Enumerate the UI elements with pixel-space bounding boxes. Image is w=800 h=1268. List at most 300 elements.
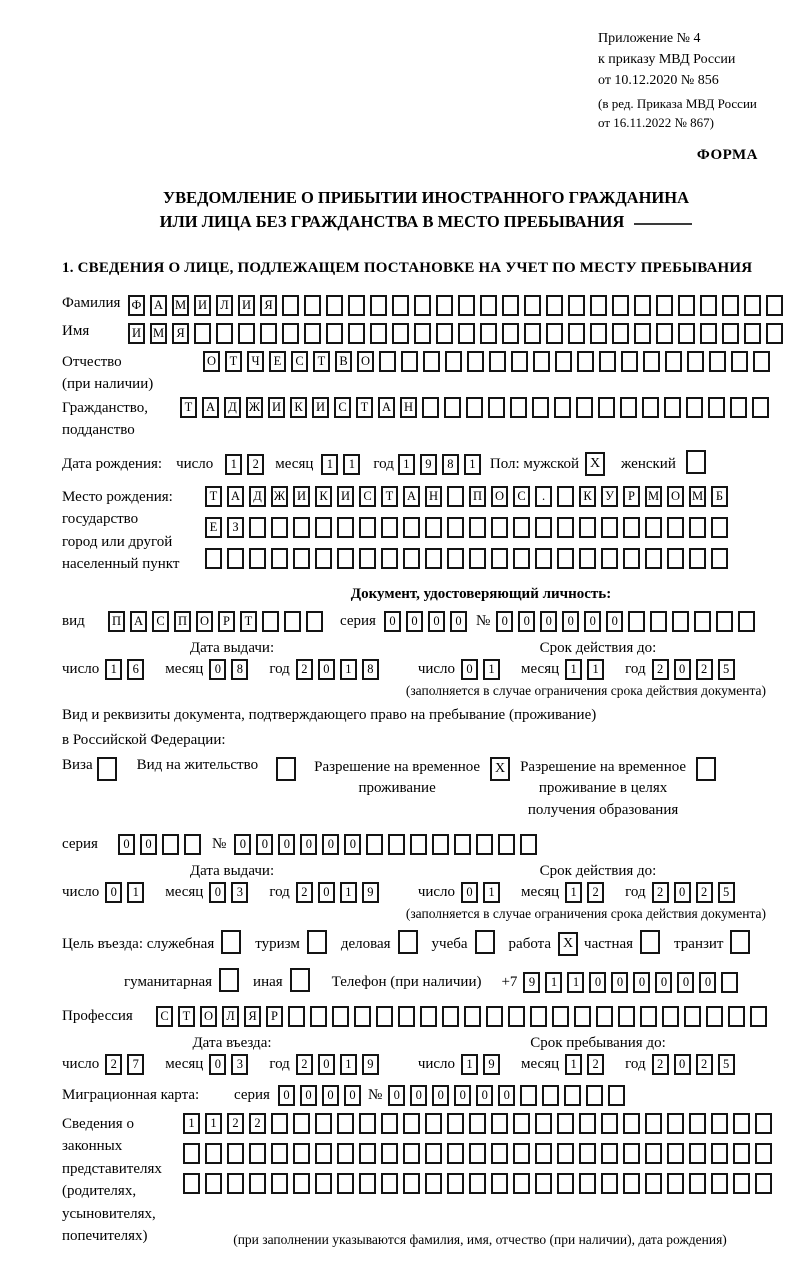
char-cell[interactable] xyxy=(532,397,549,418)
char-cell[interactable] xyxy=(447,1173,464,1194)
char-cell[interactable] xyxy=(579,1173,596,1194)
char-cell[interactable]: А xyxy=(150,295,167,316)
char-cell[interactable]: X xyxy=(490,757,510,781)
char-cell[interactable] xyxy=(689,548,706,569)
char-cell[interactable] xyxy=(315,548,332,569)
char-cell[interactable]: 0 xyxy=(140,834,157,855)
char-cell[interactable] xyxy=(711,1143,728,1164)
entry-year-cells[interactable] xyxy=(296,1054,384,1075)
char-cell[interactable]: 0 xyxy=(496,611,513,632)
char-cell[interactable] xyxy=(576,397,593,418)
char-cell[interactable] xyxy=(722,323,739,344)
char-cell[interactable]: 2 xyxy=(296,1054,313,1075)
char-cell[interactable] xyxy=(744,323,761,344)
char-cell[interactable] xyxy=(656,323,673,344)
char-cell[interactable]: 1 xyxy=(340,882,357,903)
char-cell[interactable]: 2 xyxy=(696,882,713,903)
char-cell[interactable] xyxy=(645,1113,662,1134)
char-cell[interactable] xyxy=(596,1006,613,1027)
char-cell[interactable]: А xyxy=(130,611,147,632)
char-cell[interactable]: С xyxy=(156,1006,173,1027)
char-cell[interactable] xyxy=(520,1085,537,1106)
char-cell[interactable] xyxy=(326,295,343,316)
char-cell[interactable] xyxy=(205,1173,222,1194)
char-cell[interactable] xyxy=(444,397,461,418)
char-cell[interactable] xyxy=(586,1085,603,1106)
right-number-cells[interactable] xyxy=(234,834,542,855)
char-cell[interactable]: В xyxy=(335,351,352,372)
char-cell[interactable] xyxy=(290,968,310,992)
char-cell[interactable] xyxy=(621,351,638,372)
char-cell[interactable] xyxy=(555,351,572,372)
char-cell[interactable] xyxy=(403,1173,420,1194)
char-cell[interactable] xyxy=(491,517,508,538)
doc-issue-day-cells[interactable] xyxy=(105,659,149,680)
char-cell[interactable]: 9 xyxy=(420,454,437,475)
char-cell[interactable]: 0 xyxy=(318,1054,335,1075)
char-cell[interactable] xyxy=(379,351,396,372)
char-cell[interactable]: 0 xyxy=(406,611,423,632)
char-cell[interactable] xyxy=(598,397,615,418)
char-cell[interactable]: Е xyxy=(269,351,286,372)
surname-cells[interactable] xyxy=(128,295,788,316)
char-cell[interactable]: 1 xyxy=(483,882,500,903)
doc-type-cells[interactable] xyxy=(108,611,328,632)
char-cell[interactable]: 5 xyxy=(718,1054,735,1075)
char-cell[interactable] xyxy=(260,323,277,344)
char-cell[interactable] xyxy=(332,1006,349,1027)
char-cell[interactable]: О xyxy=(357,351,374,372)
char-cell[interactable]: 2 xyxy=(652,659,669,680)
char-cell[interactable] xyxy=(730,397,747,418)
entry-day-cells[interactable] xyxy=(105,1054,149,1075)
char-cell[interactable]: А xyxy=(227,486,244,507)
char-cell[interactable] xyxy=(546,323,563,344)
char-cell[interactable] xyxy=(579,517,596,538)
char-cell[interactable] xyxy=(447,1113,464,1134)
char-cell[interactable] xyxy=(458,323,475,344)
char-cell[interactable] xyxy=(227,548,244,569)
char-cell[interactable] xyxy=(238,323,255,344)
char-cell[interactable] xyxy=(359,1173,376,1194)
char-cell[interactable] xyxy=(348,295,365,316)
char-cell[interactable]: 1 xyxy=(565,882,582,903)
char-cell[interactable] xyxy=(535,1113,552,1134)
char-cell[interactable] xyxy=(579,1113,596,1134)
char-cell[interactable] xyxy=(508,1006,525,1027)
char-cell[interactable] xyxy=(476,834,493,855)
char-cell[interactable] xyxy=(480,323,497,344)
char-cell[interactable] xyxy=(403,1113,420,1134)
char-cell[interactable] xyxy=(623,1173,640,1194)
char-cell[interactable]: 9 xyxy=(362,882,379,903)
char-cell[interactable]: 0 xyxy=(300,1085,317,1106)
char-cell[interactable] xyxy=(634,323,651,344)
char-cell[interactable]: 0 xyxy=(540,611,557,632)
char-cell[interactable]: 2 xyxy=(587,1054,604,1075)
char-cell[interactable] xyxy=(686,397,703,418)
char-cell[interactable] xyxy=(315,517,332,538)
char-cell[interactable]: Т xyxy=(240,611,257,632)
char-cell[interactable] xyxy=(733,1143,750,1164)
doc-valid-year-cells[interactable] xyxy=(652,659,740,680)
char-cell[interactable]: 0 xyxy=(584,611,601,632)
char-cell[interactable] xyxy=(403,548,420,569)
char-cell[interactable] xyxy=(183,1143,200,1164)
char-cell[interactable] xyxy=(645,1143,662,1164)
char-cell[interactable]: С xyxy=(513,486,530,507)
char-cell[interactable]: П xyxy=(108,611,125,632)
char-cell[interactable] xyxy=(755,1143,772,1164)
char-cell[interactable] xyxy=(276,757,296,781)
char-cell[interactable] xyxy=(552,1006,569,1027)
char-cell[interactable] xyxy=(227,1143,244,1164)
char-cell[interactable]: 1 xyxy=(565,659,582,680)
char-cell[interactable]: 0 xyxy=(322,834,339,855)
char-cell[interactable]: О xyxy=(200,1006,217,1027)
char-cell[interactable]: 1 xyxy=(343,454,360,475)
char-cell[interactable]: 8 xyxy=(362,659,379,680)
char-cell[interactable] xyxy=(271,1143,288,1164)
char-cell[interactable]: П xyxy=(469,486,486,507)
char-cell[interactable]: 2 xyxy=(105,1054,122,1075)
char-cell[interactable]: 2 xyxy=(652,882,669,903)
char-cell[interactable] xyxy=(700,295,717,316)
char-cell[interactable] xyxy=(686,450,706,474)
char-cell[interactable]: 3 xyxy=(231,882,248,903)
char-cell[interactable]: Р xyxy=(623,486,640,507)
birthplace-cells-row1[interactable] xyxy=(205,486,733,507)
char-cell[interactable] xyxy=(282,295,299,316)
char-cell[interactable]: 1 xyxy=(340,1054,357,1075)
char-cell[interactable]: 0 xyxy=(278,834,295,855)
char-cell[interactable]: 0 xyxy=(432,1085,449,1106)
char-cell[interactable]: З xyxy=(227,517,244,538)
char-cell[interactable]: Ф xyxy=(128,295,145,316)
char-cell[interactable]: 0 xyxy=(344,834,361,855)
char-cell[interactable] xyxy=(579,548,596,569)
char-cell[interactable]: 0 xyxy=(611,972,628,993)
char-cell[interactable] xyxy=(579,1143,596,1164)
char-cell[interactable]: 5 xyxy=(718,659,735,680)
char-cell[interactable]: Т xyxy=(356,397,373,418)
char-cell[interactable] xyxy=(678,323,695,344)
char-cell[interactable] xyxy=(733,1113,750,1134)
char-cell[interactable] xyxy=(436,323,453,344)
char-cell[interactable] xyxy=(557,1143,574,1164)
char-cell[interactable] xyxy=(366,834,383,855)
right-valid-day-cells[interactable] xyxy=(461,882,505,903)
char-cell[interactable] xyxy=(488,397,505,418)
stay-day-cells[interactable] xyxy=(461,1054,505,1075)
char-cell[interactable] xyxy=(498,834,515,855)
char-cell[interactable] xyxy=(753,351,770,372)
purpose-business-checkbox[interactable] xyxy=(398,930,418,959)
char-cell[interactable] xyxy=(520,834,537,855)
char-cell[interactable]: 0 xyxy=(450,611,467,632)
char-cell[interactable] xyxy=(491,1143,508,1164)
char-cell[interactable]: 2 xyxy=(247,454,264,475)
char-cell[interactable]: П xyxy=(174,611,191,632)
char-cell[interactable] xyxy=(491,1113,508,1134)
char-cell[interactable] xyxy=(640,930,660,954)
char-cell[interactable]: 0 xyxy=(209,882,226,903)
char-cell[interactable] xyxy=(491,1173,508,1194)
char-cell[interactable] xyxy=(672,611,689,632)
char-cell[interactable] xyxy=(221,930,241,954)
char-cell[interactable]: И xyxy=(194,295,211,316)
sex-male-checkbox[interactable] xyxy=(585,452,605,476)
char-cell[interactable] xyxy=(447,548,464,569)
char-cell[interactable] xyxy=(401,351,418,372)
char-cell[interactable]: 0 xyxy=(677,972,694,993)
char-cell[interactable] xyxy=(721,972,738,993)
doc-issue-year-cells[interactable] xyxy=(296,659,384,680)
char-cell[interactable]: 2 xyxy=(696,1054,713,1075)
char-cell[interactable] xyxy=(645,517,662,538)
char-cell[interactable]: 0 xyxy=(674,882,691,903)
char-cell[interactable] xyxy=(475,930,495,954)
char-cell[interactable] xyxy=(513,1173,530,1194)
char-cell[interactable]: 3 xyxy=(231,1054,248,1075)
char-cell[interactable]: 1 xyxy=(461,1054,478,1075)
char-cell[interactable] xyxy=(469,1113,486,1134)
char-cell[interactable]: О xyxy=(196,611,213,632)
char-cell[interactable] xyxy=(425,548,442,569)
char-cell[interactable]: 1 xyxy=(205,1113,222,1134)
birth-year-cells[interactable] xyxy=(398,454,486,475)
char-cell[interactable] xyxy=(722,295,739,316)
char-cell[interactable] xyxy=(513,548,530,569)
char-cell[interactable] xyxy=(249,548,266,569)
birth-month-cells[interactable] xyxy=(321,454,365,475)
char-cell[interactable] xyxy=(535,517,552,538)
char-cell[interactable]: 0 xyxy=(699,972,716,993)
char-cell[interactable]: 1 xyxy=(565,1054,582,1075)
char-cell[interactable]: 0 xyxy=(322,1085,339,1106)
char-cell[interactable] xyxy=(381,1113,398,1134)
char-cell[interactable] xyxy=(288,1006,305,1027)
char-cell[interactable]: С xyxy=(291,351,308,372)
char-cell[interactable] xyxy=(469,517,486,538)
char-cell[interactable]: О xyxy=(491,486,508,507)
char-cell[interactable]: Н xyxy=(400,397,417,418)
char-cell[interactable]: 0 xyxy=(384,611,401,632)
char-cell[interactable] xyxy=(194,323,211,344)
char-cell[interactable]: М xyxy=(172,295,189,316)
purpose-official-checkbox[interactable] xyxy=(221,930,241,959)
char-cell[interactable] xyxy=(634,295,651,316)
char-cell[interactable]: 0 xyxy=(428,611,445,632)
stay-month-cells[interactable] xyxy=(565,1054,609,1075)
char-cell[interactable] xyxy=(667,1143,684,1164)
char-cell[interactable] xyxy=(766,295,783,316)
char-cell[interactable]: Ж xyxy=(246,397,263,418)
char-cell[interactable] xyxy=(711,517,728,538)
purpose-tourism-checkbox[interactable] xyxy=(307,930,327,959)
char-cell[interactable]: Д xyxy=(249,486,266,507)
char-cell[interactable] xyxy=(667,1113,684,1134)
char-cell[interactable] xyxy=(564,1085,581,1106)
char-cell[interactable] xyxy=(568,323,585,344)
char-cell[interactable] xyxy=(662,1006,679,1027)
char-cell[interactable]: 0 xyxy=(589,972,606,993)
char-cell[interactable] xyxy=(689,1113,706,1134)
char-cell[interactable]: 0 xyxy=(388,1085,405,1106)
char-cell[interactable] xyxy=(447,486,464,507)
char-cell[interactable] xyxy=(454,834,471,855)
char-cell[interactable]: 1 xyxy=(483,659,500,680)
visa-checkbox[interactable] xyxy=(97,757,117,786)
char-cell[interactable] xyxy=(667,548,684,569)
char-cell[interactable] xyxy=(370,323,387,344)
char-cell[interactable] xyxy=(315,1113,332,1134)
char-cell[interactable] xyxy=(628,611,645,632)
char-cell[interactable] xyxy=(337,1173,354,1194)
representatives-cells-row3[interactable] xyxy=(183,1173,777,1194)
char-cell[interactable]: Ч xyxy=(247,351,264,372)
char-cell[interactable] xyxy=(466,397,483,418)
char-cell[interactable] xyxy=(381,517,398,538)
char-cell[interactable]: 2 xyxy=(696,659,713,680)
char-cell[interactable] xyxy=(337,1143,354,1164)
char-cell[interactable]: 2 xyxy=(249,1113,266,1134)
char-cell[interactable] xyxy=(469,1143,486,1164)
char-cell[interactable] xyxy=(205,548,222,569)
char-cell[interactable] xyxy=(601,517,618,538)
char-cell[interactable] xyxy=(249,517,266,538)
char-cell[interactable] xyxy=(731,351,748,372)
char-cell[interactable] xyxy=(618,1006,635,1027)
char-cell[interactable] xyxy=(436,295,453,316)
char-cell[interactable] xyxy=(249,1143,266,1164)
char-cell[interactable]: Е xyxy=(205,517,222,538)
right-series-cells[interactable] xyxy=(118,834,206,855)
char-cell[interactable]: 2 xyxy=(296,882,313,903)
char-cell[interactable]: К xyxy=(315,486,332,507)
char-cell[interactable]: 8 xyxy=(442,454,459,475)
purpose-humanitarian-checkbox[interactable] xyxy=(219,968,239,997)
residence-permit-checkbox[interactable] xyxy=(276,757,296,786)
char-cell[interactable] xyxy=(612,295,629,316)
char-cell[interactable] xyxy=(348,323,365,344)
char-cell[interactable] xyxy=(271,1113,288,1134)
char-cell[interactable] xyxy=(306,611,323,632)
temp-residence-education-checkbox[interactable] xyxy=(696,757,716,786)
char-cell[interactable] xyxy=(184,834,201,855)
char-cell[interactable] xyxy=(623,1143,640,1164)
char-cell[interactable] xyxy=(447,517,464,538)
char-cell[interactable] xyxy=(445,351,462,372)
char-cell[interactable]: Л xyxy=(222,1006,239,1027)
char-cell[interactable] xyxy=(664,397,681,418)
char-cell[interactable] xyxy=(271,517,288,538)
doc-series-cells[interactable] xyxy=(384,611,472,632)
char-cell[interactable] xyxy=(750,1006,767,1027)
char-cell[interactable]: 0 xyxy=(300,834,317,855)
char-cell[interactable]: Т xyxy=(180,397,197,418)
right-valid-year-cells[interactable] xyxy=(652,882,740,903)
char-cell[interactable] xyxy=(530,1006,547,1027)
char-cell[interactable]: Т xyxy=(205,486,222,507)
char-cell[interactable]: . xyxy=(535,486,552,507)
char-cell[interactable]: А xyxy=(403,486,420,507)
char-cell[interactable]: Т xyxy=(313,351,330,372)
char-cell[interactable] xyxy=(398,930,418,954)
char-cell[interactable] xyxy=(694,611,711,632)
doc-valid-day-cells[interactable] xyxy=(461,659,505,680)
char-cell[interactable]: И xyxy=(337,486,354,507)
char-cell[interactable] xyxy=(612,323,629,344)
right-valid-month-cells[interactable] xyxy=(565,882,609,903)
char-cell[interactable] xyxy=(480,295,497,316)
char-cell[interactable] xyxy=(557,517,574,538)
char-cell[interactable] xyxy=(304,323,321,344)
char-cell[interactable] xyxy=(410,834,427,855)
char-cell[interactable] xyxy=(227,1173,244,1194)
char-cell[interactable] xyxy=(711,1173,728,1194)
char-cell[interactable]: X xyxy=(558,932,578,956)
purpose-other-checkbox[interactable] xyxy=(290,968,310,997)
char-cell[interactable]: Л xyxy=(216,295,233,316)
char-cell[interactable]: 0 xyxy=(209,1054,226,1075)
char-cell[interactable]: 9 xyxy=(362,1054,379,1075)
char-cell[interactable] xyxy=(590,295,607,316)
char-cell[interactable]: 0 xyxy=(498,1085,515,1106)
char-cell[interactable] xyxy=(420,1006,437,1027)
char-cell[interactable] xyxy=(219,968,239,992)
char-cell[interactable] xyxy=(643,351,660,372)
char-cell[interactable] xyxy=(708,397,725,418)
char-cell[interactable]: 1 xyxy=(398,454,415,475)
char-cell[interactable] xyxy=(414,323,431,344)
doc-valid-month-cells[interactable] xyxy=(565,659,609,680)
char-cell[interactable]: 1 xyxy=(183,1113,200,1134)
char-cell[interactable] xyxy=(359,1113,376,1134)
char-cell[interactable] xyxy=(284,611,301,632)
char-cell[interactable] xyxy=(577,351,594,372)
char-cell[interactable]: М xyxy=(689,486,706,507)
char-cell[interactable] xyxy=(442,1006,459,1027)
doc-number-cells[interactable] xyxy=(496,611,760,632)
char-cell[interactable] xyxy=(467,351,484,372)
char-cell[interactable]: Р xyxy=(266,1006,283,1027)
char-cell[interactable] xyxy=(601,1143,618,1164)
char-cell[interactable] xyxy=(601,548,618,569)
right-issue-month-cells[interactable] xyxy=(209,882,253,903)
char-cell[interactable]: 0 xyxy=(410,1085,427,1106)
char-cell[interactable] xyxy=(469,1173,486,1194)
char-cell[interactable] xyxy=(310,1006,327,1027)
char-cell[interactable] xyxy=(293,517,310,538)
char-cell[interactable]: 2 xyxy=(587,882,604,903)
char-cell[interactable]: Т xyxy=(178,1006,195,1027)
char-cell[interactable] xyxy=(689,1143,706,1164)
purpose-study-checkbox[interactable] xyxy=(475,930,495,959)
char-cell[interactable] xyxy=(542,1085,559,1106)
char-cell[interactable] xyxy=(337,548,354,569)
char-cell[interactable]: Н xyxy=(425,486,442,507)
char-cell[interactable] xyxy=(359,548,376,569)
char-cell[interactable]: 7 xyxy=(127,1054,144,1075)
char-cell[interactable] xyxy=(432,834,449,855)
char-cell[interactable] xyxy=(706,1006,723,1027)
char-cell[interactable]: Т xyxy=(225,351,242,372)
char-cell[interactable]: Т xyxy=(381,486,398,507)
char-cell[interactable] xyxy=(599,351,616,372)
char-cell[interactable]: 0 xyxy=(234,834,251,855)
char-cell[interactable] xyxy=(642,397,659,418)
